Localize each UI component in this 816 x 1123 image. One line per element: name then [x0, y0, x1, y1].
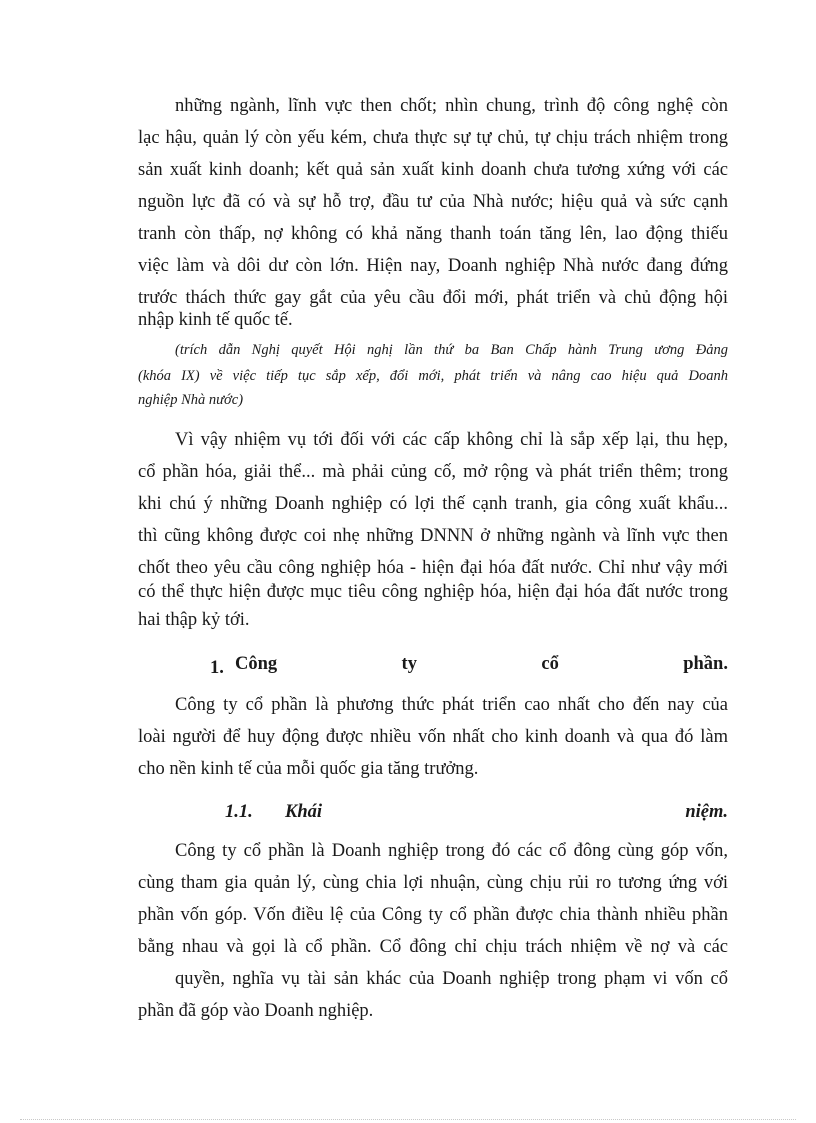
paragraph-section1-line: Công ty cổ phần là phương thức phát triển cao nhất cho đến nay của — [175, 695, 728, 715]
section-number: 1. — [210, 658, 224, 678]
paragraph-intro-line: sản xuất kinh doanh; kết quả sản xuất kinh doanh chưa tương xứng với các — [138, 160, 728, 180]
paragraph-intro-line: nguồn lực đã có và sự hỗ trợ, đầu tư của Nhà nước; hiệu quả và sức cạnh — [138, 192, 728, 212]
section-title — [235, 652, 728, 676]
paragraph-intro-line: nhập kinh tế quốc tế. — [138, 310, 293, 330]
paragraph-section1-line: cho nền kinh tế của mỗi quốc gia tăng trưởng. — [138, 759, 479, 779]
subsection-title — [285, 800, 728, 824]
section-title-word: phần. — [683, 654, 728, 674]
page-bottom-rule — [20, 1119, 796, 1120]
paragraph-intro-line: việc làm và dôi dư còn lớn. Hiện nay, Doanh nghiệp Nhà nước đang đứng — [138, 256, 728, 276]
paragraph-mission-line: chốt theo yêu cầu công nghiệp hóa - hiện đại hóa đất nước. Chỉ như vậy mới — [138, 558, 728, 578]
paragraph-concept-line: phần vốn góp. Vốn điều lệ của Công ty cổ phần được chia thành nhiều phần — [138, 905, 728, 925]
section-title-word: ty — [401, 654, 417, 674]
paragraph-concept-line: phần đã góp vào Doanh nghiệp. — [138, 1001, 374, 1021]
paragraph-section1-line: loài người để huy động được nhiều vốn nhất cho kinh doanh và qua đó làm — [138, 727, 728, 747]
paragraph-concept-line: cùng tham gia quản lý, cùng chia lợi nhuận, cùng chịu rủi ro tương ứng với — [138, 873, 728, 893]
section-title-word: cổ — [541, 654, 559, 674]
paragraph-concept-line: quyền, nghĩa vụ tài sản khác của Doanh nghiệp trong phạm vi vốn cổ — [175, 969, 728, 989]
paragraph-mission-line: hai thập kỷ tới. — [138, 610, 250, 630]
paragraph-mission-line: Vì vậy nhiệm vụ tới đối với các cấp không chỉ là sắp xếp lại, thu hẹp, — [175, 430, 728, 450]
paragraph-intro-line: trước thách thức gay gắt của yêu cầu đổi mới, phát triển và chủ động hội — [138, 288, 728, 308]
subsection-title-word: Khái — [285, 802, 323, 822]
paragraph-mission-line: có thể thực hiện được mục tiêu công nghiệp hóa, hiện đại hóa đất nước trong — [138, 582, 728, 602]
subsection-number: 1.1. — [225, 802, 253, 822]
citation-line: (khóa IX) về việc tiếp tục sắp xếp, đổi mới, phát triển và nâng cao hiệu quả Doanh — [138, 368, 728, 384]
paragraph-intro-line: lạc hậu, quản lý còn yếu kém, chưa thực sự tự chủ, tự chịu trách nhiệm trong — [138, 128, 728, 148]
paragraph-mission-line: thì cũng không được coi nhẹ những DNNN ở những ngành và lĩnh vực then — [138, 526, 728, 546]
citation-line: (trích dẫn Nghị quyết Hội nghị lần thứ ba Ban Chấp hành Trung ương Đảng — [175, 342, 728, 358]
section-title-word: Công — [235, 654, 278, 674]
paragraph-intro-line: những ngành, lĩnh vực then chốt; nhìn chung, trình độ công nghệ còn — [175, 96, 728, 116]
citation-line: nghiệp Nhà nước) — [138, 392, 244, 408]
paragraph-mission-line: khi chú ý những Doanh nghiệp có lợi thế cạnh tranh, gia công xuất khẩu... — [138, 494, 728, 514]
paragraph-mission-line: cổ phần hóa, giải thể... mà phải củng cố, mở rộng và phát triển thêm; trong — [138, 462, 728, 482]
subsection-title-word: niệm. — [685, 802, 728, 822]
paragraph-intro-line: tranh còn thấp, nợ không có khả năng thanh toán tăng lên, lao động thiếu — [138, 224, 728, 244]
paragraph-concept-line: Công ty cổ phần là Doanh nghiệp trong đó các cổ đông cùng góp vốn, — [175, 841, 728, 861]
paragraph-concept-line: bằng nhau và gọi là cổ phần. Cổ đông chỉ chịu trách nhiệm về nợ và các — [138, 937, 728, 957]
